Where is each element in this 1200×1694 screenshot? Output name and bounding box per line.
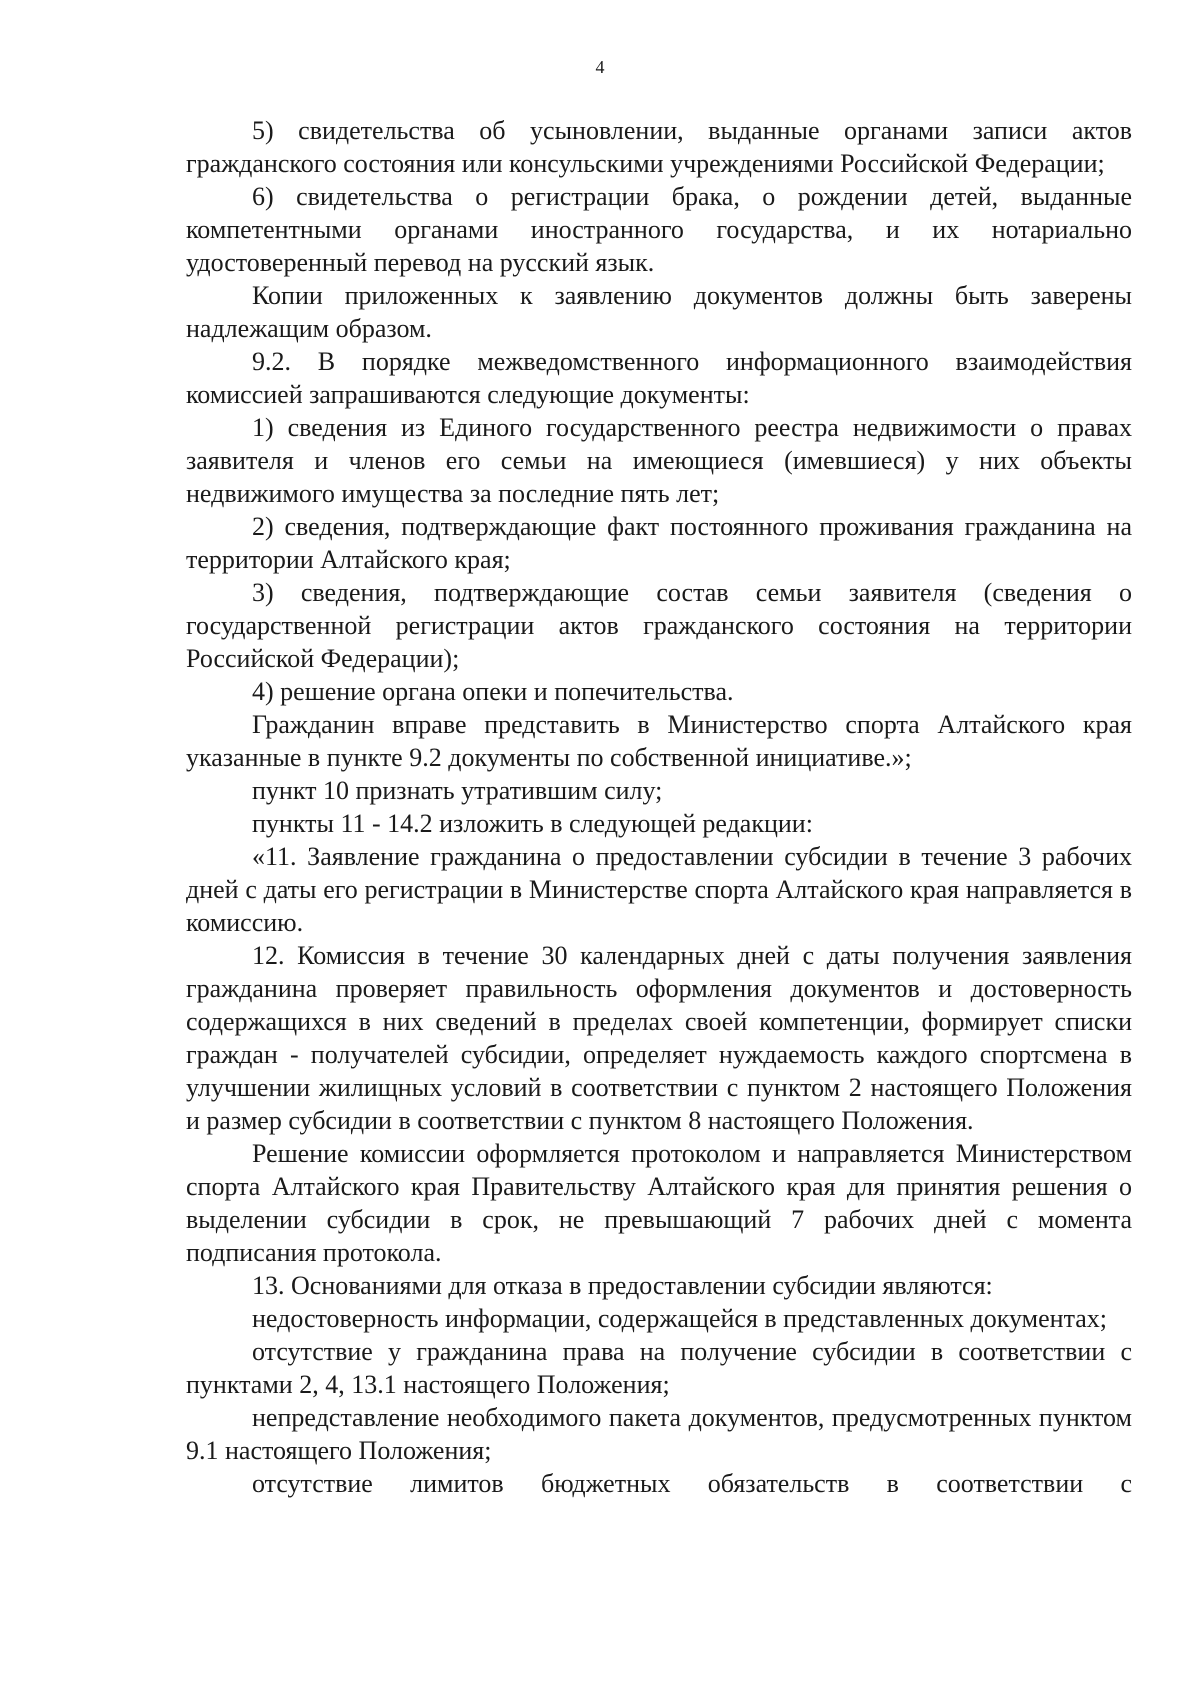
paragraph-refusal-missing-documents: непредставление необходимого пакета документов, предусмотренных пунктом 9.1 настоящего Положения; (186, 1403, 1132, 1465)
paragraph-copies-certification: Копии приложенных к заявлению документов должны быть заверены надлежащим образом. (186, 281, 1132, 343)
paragraph-commission-decision: Решение комиссии оформляется протоколом и направляется Министерством спорта Алтайского края Правительству Алтайского края для принятия решения о выделении субсидии в срок, не превышающий 7 рабочих дней с момента подписания протокола. (186, 1139, 1132, 1267)
paragraph-refusal-no-limits: отсутствие лимитов бюджетных обязательств в соответствии с (252, 1469, 1132, 1498)
paragraph-9-2-interagency: 9.2. В порядке межведомственного информационного взаимодействия комиссией запрашиваются следующие документы: (186, 347, 1132, 409)
document-body (186, 114, 1132, 1500)
paragraph-point-10-void: пункт 10 признать утратившим силу; (252, 776, 663, 805)
paragraph-item-4-guardianship: 4) решение органа опеки и попечительства. (252, 677, 734, 706)
paragraph-item-1-real-estate: 1) сведения из Единого государственного реестра недвижимости о правах заявителя и членов его семьи на имеющиеся (имевшиеся) у них объекты недвижимого имущества за последние пять лет; (186, 413, 1132, 508)
paragraph-item-6-foreign-certificates: 6) свидетельства о регистрации брака, о рождении детей, выданные компетентными органами иностранного государства, и их нотариально удостоверенный перевод на русский язык. (186, 182, 1132, 277)
paragraph-refusal-unreliable-info: недостоверность информации, содержащейся в представленных документах; (252, 1304, 1108, 1333)
paragraph-item-2-residence: 2) сведения, подтверждающие факт постоянного проживания гражданина на территории Алтайского края; (186, 512, 1132, 574)
paragraph-point-11: «11. Заявление гражданина о предоставлении субсидии в течение 3 рабочих дней с даты его регистрации в Министерстве спорта Алтайского края направляется в комиссию. (186, 842, 1132, 937)
paragraph-point-12: 12. Комиссия в течение 30 календарных дней с даты получения заявления гражданина проверяет правильность оформления документов и достоверность содержащихся в них сведений в пределах своей компетенции, формирует списки граждан - получателей субсидии, определяет нуждаемость каждого спортсмена в улучшении жилищных условий в соответствии с пунктом 2 настоящего Положения и размер субсидии в соответствии с пунктом 8 настоящего Положения. (186, 941, 1132, 1135)
paragraph-own-initiative: Гражданин вправе представить в Министерство спорта Алтайского края указанные в пункте 9.2 документы по собственной инициативе.»; (186, 710, 1132, 772)
paragraph-refusal-no-right: отсутствие у гражданина права на получение субсидии в соответствии с пунктами 2, 4, 13.1 настоящего Положения; (186, 1337, 1132, 1399)
page-number: 4 (595, 57, 605, 77)
paragraph-item-5-adoption: 5) свидетельства об усыновлении, выданные органами записи актов гражданского состояния или консульскими учреждениями Российской Федерации; (186, 116, 1132, 178)
paragraph-item-3-family: 3) сведения, подтверждающие состав семьи заявителя (сведения о государственной регистрации актов гражданского состояния на территории Российской Федерации); (186, 578, 1132, 673)
paragraph-points-11-14-2: пункты 11 - 14.2 изложить в следующей редакции: (252, 809, 813, 838)
paragraph-point-13: 13. Основаниями для отказа в предоставлении субсидии являются: (252, 1271, 993, 1300)
